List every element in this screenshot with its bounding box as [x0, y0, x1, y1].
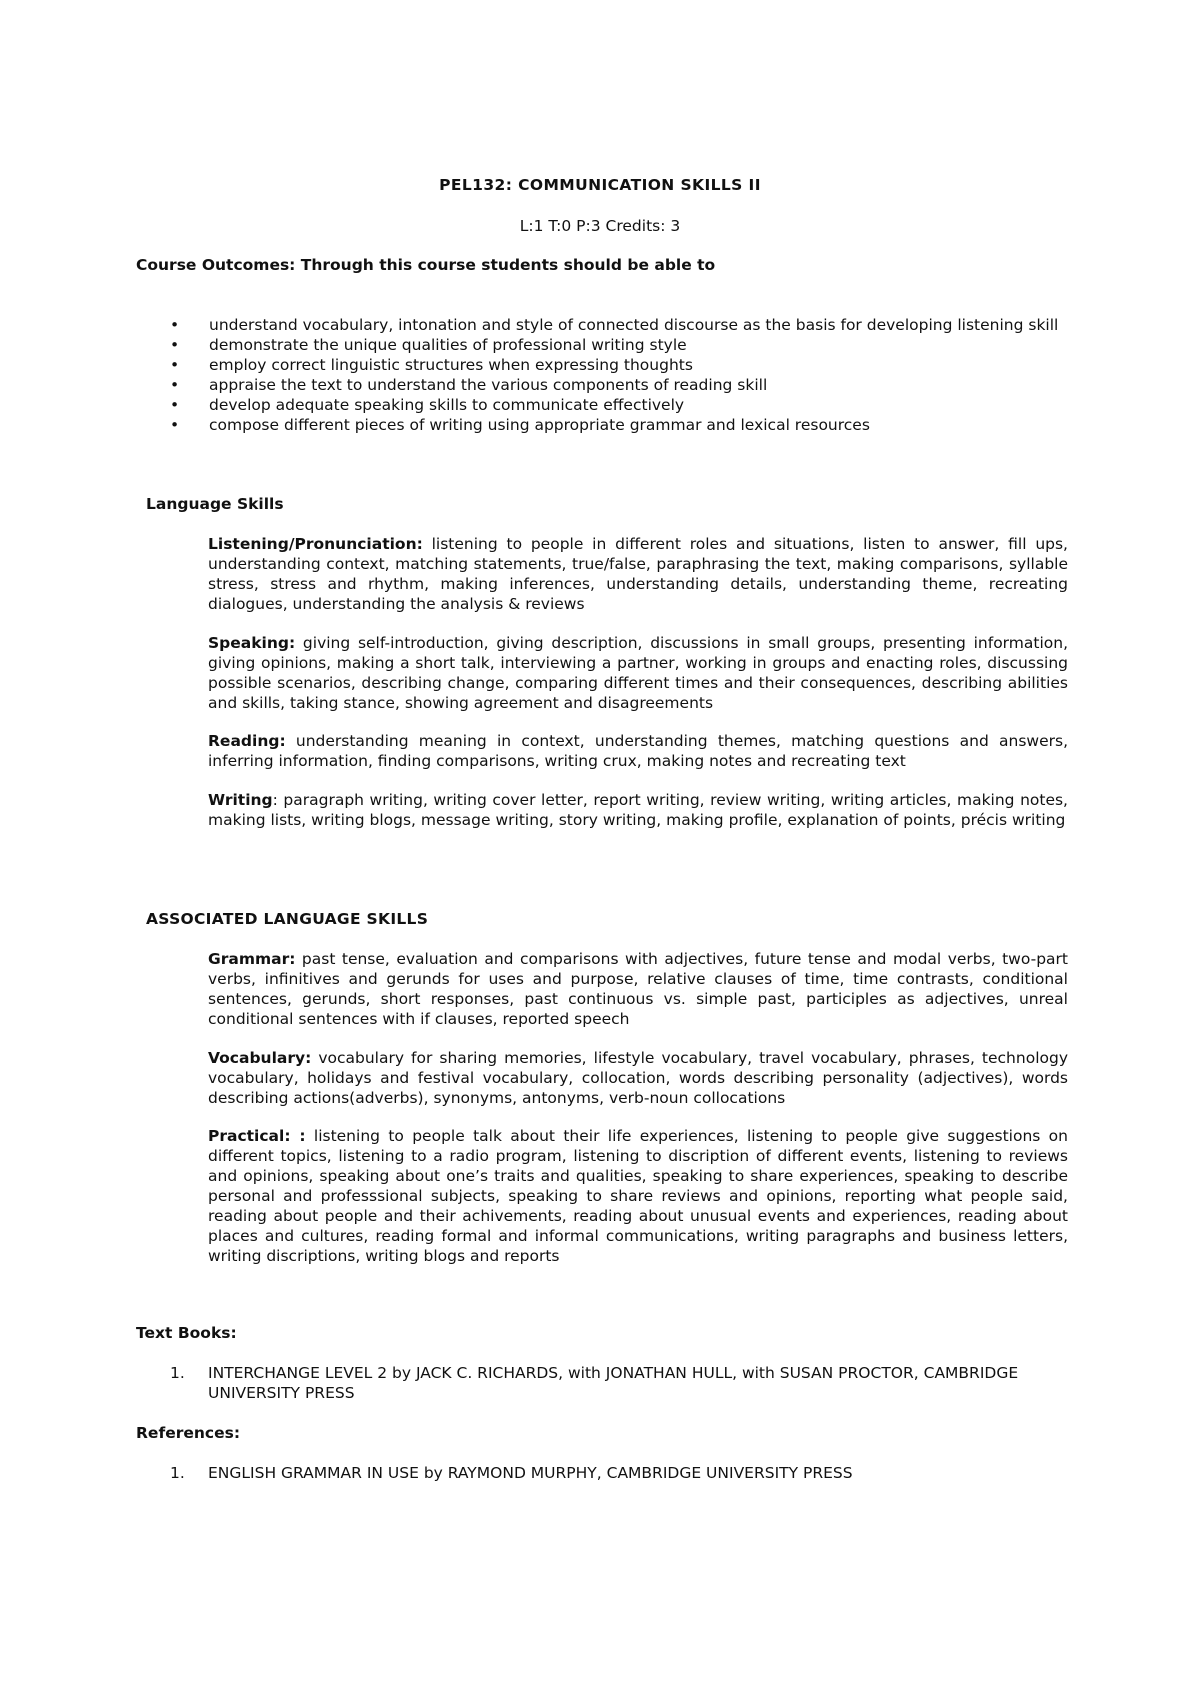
list-item: • develop adequate speaking skills to communicate effectively: [170, 396, 685, 414]
list-item: • demonstrate the unique qualities of professional writing style: [170, 336, 687, 354]
skill-writing: Writing: paragraph writing, writing cover letter, report writing, review writing, writing articles, making notes, making lists, writing blogs, message writing, story writing, making profile, explanation of points, précis writing: [208, 791, 1068, 829]
associated-vocabulary: Vocabulary: vocabulary for sharing memories, lifestyle vocabulary, travel vocabulary, phrases, technology vocabulary, holidays and festival vocabulary, collocation, words describing personality (adjectives), words describing actions(adverbs), synonyms, antonyms, verb-noun collocations: [208, 1049, 1068, 1107]
associated-grammar: Grammar: past tense, evaluation and comparisons with adjectives, future tense and modal verbs, two-part verbs, infinitives and gerunds for uses and purpose, relative clauses of time, time contrasts, conditional sentences, gerunds, short responses, past continuous vs. simple past, participles as adjectives, unreal conditional sentences with if clauses, reported speech: [208, 950, 1068, 1028]
textbooks-list: [170, 1363, 1070, 1403]
list-item: • employ correct linguistic structures when expressing thoughts: [170, 356, 693, 374]
course-title: PEL132: COMMUNICATION SKILLS II: [439, 176, 761, 194]
list-item: 1. INTERCHANGE LEVEL 2 by JACK C. RICHARDS, with JONATHAN HULL, with SUSAN PROCTOR, CAMBRIDGE UNIVERSITY PRESS: [170, 1364, 1019, 1402]
bullet-icon: •: [170, 356, 180, 374]
list-item: • appraise the text to understand the various components of reading skill: [170, 376, 768, 394]
outcomes-heading: Course Outcomes: Through this course students should be able to: [136, 256, 716, 274]
bullet-icon: •: [170, 336, 180, 354]
associated-skills-heading: ASSOCIATED LANGUAGE SKILLS: [146, 910, 429, 928]
skill-listening: Listening/Pronunciation: listening to people in different roles and situations, listen to answer, fill ups, understanding context, matching statements, true/false, paraphrasing the text, making comparisons, syllable stress, stress and rhythm, making inferences, understanding details, understanding theme, recreating dialogues, understanding the analysis & reviews: [208, 535, 1068, 613]
list-item: • compose different pieces of writing using appropriate grammar and lexical resources: [170, 416, 870, 434]
list-item: • understand vocabulary, intonation and style of connected discourse as the basis for developing listening skill: [170, 316, 1059, 334]
skill-reading: Reading: understanding meaning in context, understanding themes, matching questions and answers, inferring information, finding comparisons, writing crux, making notes and recreating text: [208, 732, 1068, 770]
associated-practical: Practical: : listening to people talk about their life experiences, listening to people give suggestions on different topics, listening to a radio program, listening to discription of different events, listening to reviews and opinions, speaking about one’s traits and qualities, speaking to share experiences, speaking to describe personal and professsional subjects, speaking to share reviews and opinions, reporting what people said, reading about people and their achivements, reading about unusual events and experiences, reading about places and cultures, reading formal and informal communications, writing paragraphs and business letters, writing discriptions, writing blogs and reports: [208, 1127, 1068, 1265]
skill-speaking: Speaking: giving self-introduction, giving description, discussions in small groups, presenting information, giving opinions, making a short talk, interviewing a partner, working in groups and enacting roles, discussing possible scenarios, describing change, comparing different times and their consequences, describing abilities and skills, taking stance, showing agreement and disagreements: [208, 634, 1068, 712]
bullet-icon: •: [170, 376, 180, 394]
references-list: [170, 1463, 1070, 1483]
bullet-icon: •: [170, 316, 180, 334]
list-item: 1. ENGLISH GRAMMAR IN USE by RAYMOND MURPHY, CAMBRIDGE UNIVERSITY PRESS: [170, 1464, 853, 1482]
outcomes-list: [170, 315, 1070, 435]
course-credits: L:1 T:0 P:3 Credits: 3: [519, 217, 681, 235]
bullet-icon: •: [170, 396, 180, 414]
references-heading: References:: [136, 1424, 241, 1442]
textbooks-heading: Text Books:: [136, 1324, 237, 1342]
bullet-icon: •: [170, 416, 180, 434]
language-skills-heading: Language Skills: [146, 495, 284, 513]
